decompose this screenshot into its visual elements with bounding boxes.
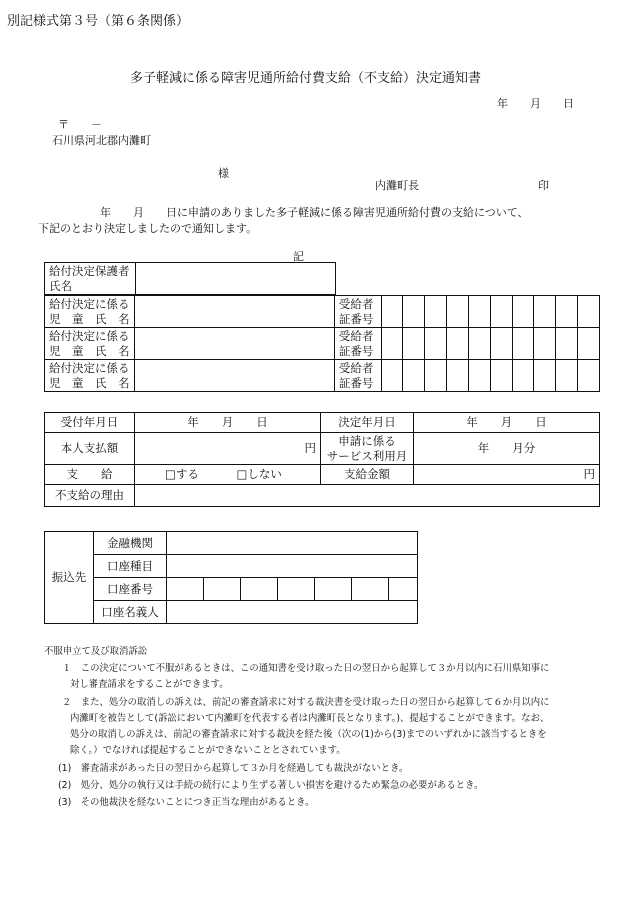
cert-digit[interactable] xyxy=(381,328,403,360)
form-number: 別記様式第３号（第６条関係） xyxy=(7,14,190,29)
account-number-label: 口座番号 xyxy=(94,578,167,601)
cert-digit[interactable] xyxy=(468,360,490,392)
cert-digit[interactable] xyxy=(534,360,556,392)
account-digit[interactable] xyxy=(352,578,389,601)
child-row xyxy=(45,296,600,328)
page-title: 多子軽減に係る障害児通所給付費支給（不支給）決定通知書 xyxy=(130,71,482,86)
children-table xyxy=(44,295,600,392)
cert-digit[interactable] xyxy=(381,360,403,392)
cert-digit[interactable] xyxy=(512,360,534,392)
receipt-date-field[interactable]: 年 月 日 xyxy=(135,413,321,433)
account-digit[interactable] xyxy=(389,578,418,601)
note-2d: 除く。）でなければ提起することができないこととされています。 xyxy=(70,745,346,756)
note-2a: ２ また、処分の取消しの訴えは、前記の審査請求に対する裁決書を受け取った日の翌日から起算して６か月以内に xyxy=(62,697,550,708)
cert-digit[interactable] xyxy=(556,296,578,328)
guardian-name-field[interactable] xyxy=(136,263,336,295)
cert-digit[interactable] xyxy=(425,360,447,392)
cert-digit[interactable] xyxy=(468,328,490,360)
transfer-table xyxy=(44,531,418,624)
cert-digit[interactable] xyxy=(403,328,425,360)
account-holder-field[interactable] xyxy=(167,601,418,624)
body-line-1: 年 月 日に申請のありました多子軽減に係る障害児通所給付費の支給について、 xyxy=(100,206,529,219)
cert-digit[interactable] xyxy=(490,296,512,328)
ki-heading: 記 xyxy=(293,250,304,263)
note-p2: (2) 処分、処分の執行又は手続の続行により生ずる著しい損害を避けるため緊急の必要があるとき。 xyxy=(58,780,484,791)
child-name-field[interactable] xyxy=(135,328,334,360)
cert-label: 受給者 証番号 xyxy=(334,328,381,360)
payment-yes-checkbox[interactable]: □する xyxy=(165,467,199,481)
note-p3: (3) その他裁決を経ないことにつき正当な理由があるとき。 xyxy=(58,797,315,808)
note-2b: 内灘町を被告として(訴訟において内灘町を代表する者は内灘町長となります。)、提起することができます。なお、 xyxy=(70,713,550,724)
body-line-2: 下記のとおり決定しましたので通知します。 xyxy=(38,222,258,235)
cert-digit[interactable] xyxy=(556,328,578,360)
non-payment-reason-field[interactable] xyxy=(135,485,600,507)
account-digit[interactable] xyxy=(204,578,241,601)
bank-field[interactable] xyxy=(167,532,418,555)
decision-table xyxy=(44,412,600,507)
non-payment-reason-label: 不支給の理由 xyxy=(45,485,135,507)
account-type-label: 口座種目 xyxy=(94,555,167,578)
payment-options xyxy=(135,465,321,485)
cert-digit[interactable] xyxy=(512,296,534,328)
account-digit[interactable] xyxy=(315,578,352,601)
guardian-label: 給付決定保護者 氏名 xyxy=(45,263,136,295)
account-digit[interactable] xyxy=(278,578,315,601)
note-1b: 対し審査請求をすることができます。 xyxy=(70,679,229,690)
payment-label: 支 給 xyxy=(45,465,135,485)
cert-digit[interactable] xyxy=(425,328,447,360)
note-1a: １ この決定について不服があるときは、この通知書を受け取った日の翌日から起算して３か月以内に石川県知事に xyxy=(62,663,550,674)
account-digit[interactable] xyxy=(167,578,204,601)
cert-digit[interactable] xyxy=(556,360,578,392)
cert-digit[interactable] xyxy=(447,360,469,392)
cert-digit[interactable] xyxy=(468,296,490,328)
date-line: 年 月 日 xyxy=(497,97,574,110)
receipt-date-label: 受付年月日 xyxy=(45,413,135,433)
service-month-field[interactable]: 年 月分 xyxy=(414,433,600,465)
child-name-field[interactable] xyxy=(135,360,334,392)
recipient-address: 石川県河北郡内灘町 xyxy=(52,134,151,147)
cert-digit[interactable] xyxy=(403,296,425,328)
postal-code: 〒 － xyxy=(58,118,102,131)
payment-no-checkbox[interactable]: □しない xyxy=(236,467,282,481)
note-p1: (1) 審査請求があった日の翌日から起算して３か月を経過しても裁決がないとき。 xyxy=(58,763,409,774)
self-pay-label: 本人支払額 xyxy=(45,433,135,465)
cert-label: 受給者 証番号 xyxy=(334,360,381,392)
child-label: 給付決定に係る 児 童 氏 名 xyxy=(45,328,135,360)
child-name-field[interactable] xyxy=(135,296,334,328)
cert-digit[interactable] xyxy=(512,328,534,360)
service-month-label: 申請に係る サービス利用月 xyxy=(321,433,414,465)
note-2c: 処分の取消しの訴えは、前記の審査請求に対する裁決を経た後（次の(1)から(3)までのいずれかに該当するときを xyxy=(70,729,547,740)
cert-digit[interactable] xyxy=(490,360,512,392)
cert-digit[interactable] xyxy=(425,296,447,328)
cert-digit[interactable] xyxy=(578,296,600,328)
cert-digit[interactable] xyxy=(534,296,556,328)
issuer-mayor: 内灘町長 xyxy=(375,179,419,192)
child-row xyxy=(45,360,600,392)
cert-label: 受給者 証番号 xyxy=(334,296,381,328)
seal-mark: 印 xyxy=(538,179,549,192)
recipient-honorific: 様 xyxy=(218,167,229,180)
child-label: 給付決定に係る 児 童 氏 名 xyxy=(45,296,135,328)
cert-digit[interactable] xyxy=(534,328,556,360)
account-digit[interactable] xyxy=(241,578,278,601)
account-type-field[interactable] xyxy=(167,555,418,578)
cert-digit[interactable] xyxy=(447,296,469,328)
decision-date-label: 決定年月日 xyxy=(321,413,414,433)
cert-digit[interactable] xyxy=(447,328,469,360)
child-row xyxy=(45,328,600,360)
cert-digit[interactable] xyxy=(578,328,600,360)
payment-amount-field[interactable]: 円 xyxy=(414,465,600,485)
self-pay-field[interactable]: 円 xyxy=(135,433,321,465)
payment-amount-label: 支給金額 xyxy=(321,465,414,485)
cert-digit[interactable] xyxy=(578,360,600,392)
cert-digit[interactable] xyxy=(403,360,425,392)
cert-digit[interactable] xyxy=(490,328,512,360)
decision-date-field[interactable]: 年 月 日 xyxy=(414,413,600,433)
bank-label: 金融機関 xyxy=(94,532,167,555)
notes-heading: 不服申立て及び取消訴訟 xyxy=(44,646,148,657)
guardian-table xyxy=(44,262,336,295)
transfer-label: 振込先 xyxy=(45,532,94,624)
cert-digit[interactable] xyxy=(381,296,403,328)
child-label: 給付決定に係る 児 童 氏 名 xyxy=(45,360,135,392)
account-holder-label: 口座名義人 xyxy=(94,601,167,624)
